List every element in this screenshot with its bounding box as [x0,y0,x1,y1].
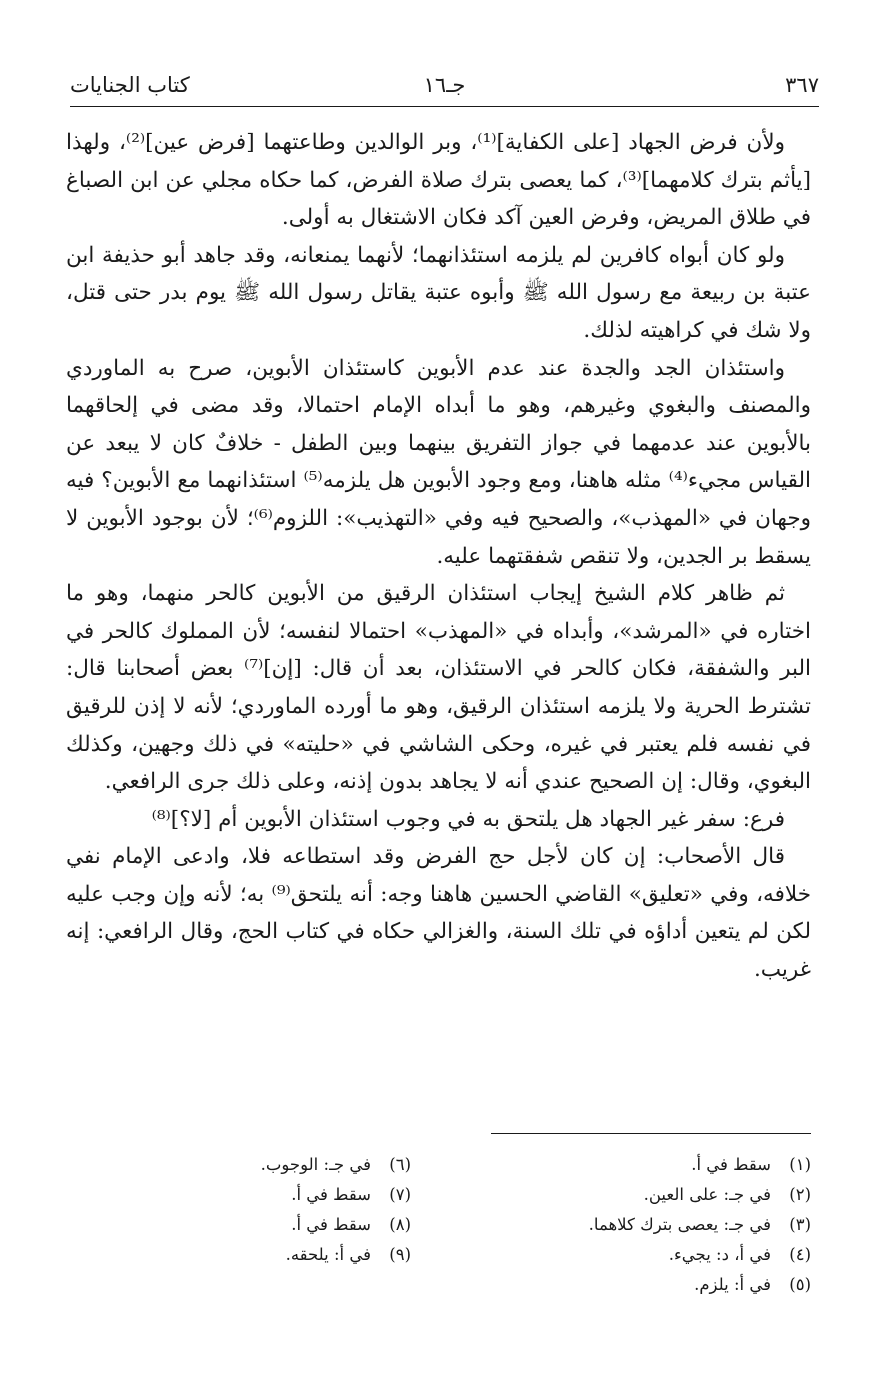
footnote-number: (٧) [389,1185,411,1204]
footnote-number: (٥) [789,1275,811,1294]
footnote-text: في جـ: الوجوب. [260,1155,371,1174]
main-text [66,124,811,989]
footnote-number: (٦) [389,1155,411,1174]
footnote-item [481,1180,811,1210]
footnote-item [81,1150,411,1180]
footnote-text: سقط في أ. [691,1155,771,1174]
page-number: ٣٦٧ [785,73,819,97]
footnote-item [81,1180,411,1210]
footnote-item [481,1150,811,1180]
paragraph: قال الأصحاب: إن كان لأجل حج الفرض وقد استطاعه فلا، وادعى الإمام نفي خلافه، وفي «تعليق» القاضي الحسين هاهنا وجه: أنه يلتحق⁽⁹⁾ به؛ لأنه وإن وجب عليه لكن لم يتعين أداؤه في تلك السنة، والغزالي حكاه في كتاب الحج، وقال الرافعي: إنه غريب. [66,844,811,983]
footnote-number: (١) [789,1155,811,1174]
footnote-divider [491,1133,811,1134]
paragraph: ولو كان أبواه كافرين لم يلزمه استئذانهما؛ لأنهما يمنعانه، وقد جاهد أبو حذيفة ابن عتبة بن ربيعة مع رسول الله ﷺ وأبوه عتبة يقاتل رسول الله ﷺ يوم بدر حتى قتل، ولا شك في كراهيته لذلك. [66,242,811,343]
footnote-item [81,1210,411,1240]
footnote-text: في أ، د: يجيء. [668,1245,771,1264]
footnote-text: سقط في أ. [291,1215,371,1234]
footnotes-column-left [81,1150,411,1270]
footnote-number: (٣) [789,1215,811,1234]
footnote-text: في أ: يلحقه. [285,1245,371,1264]
footnote-item [481,1210,811,1240]
footnote-text: في جـ: يعصى بترك كلاهما. [588,1215,771,1234]
footnote-item [481,1240,811,1270]
running-header [70,70,819,104]
footnotes-column-right [481,1150,811,1300]
footnote-number: (٩) [389,1245,411,1264]
footnote-text: في جـ: على العين. [643,1185,771,1204]
section-heading-far: فرع: سفر غير الجهاد هل يلتحق به في وجوب استئذان الأبوين أم [لا؟]⁽⁸⁾ [151,806,785,832]
footnote-item [81,1240,411,1270]
footnote-text: في أ: يلزم. [694,1275,771,1294]
header-divider [70,106,819,107]
footnote-number: (٨) [389,1215,411,1234]
footnote-text: سقط في أ. [291,1185,371,1204]
book-title: كتاب الجنايات [70,73,190,97]
footnote-item [481,1270,811,1300]
paragraph: ولأن فرض الجهاد [على الكفاية]⁽¹⁾، وبر الوالدين وطاعتهما [فرض عين]⁽²⁾، ولهذا [يأثم بترك كلامهما]⁽³⁾، كما يعصى بترك صلاة الفرض، كما حكاه مجلي عن ابن الصباغ في طلاق المريض، وفرض العين آكد فكان الاشتغال به أولى. [66,130,811,231]
paragraph: واستئذان الجد والجدة عند عدم الأبوين كاستئذان الأبوين، صرح به الماوردي والمصنف والبغوي وغيرهم، وهو ما أبداه الإمام احتمالا، وقد مضى في إلحاقهما بالأبوين عند عدمهما في جواز التفريق بينهما وبين الطفل - خلافٌ كان لا يبعد عن القياس مجيء⁽⁴⁾ مثله هاهنا، ومع وجود الأبوين هل يلزمه⁽⁵⁾ استئذانهما مع الأبوين؟ فيه وجهان في «المهذب»، والصحيح فيه وفي «التهذيب»: اللزوم⁽⁶⁾؛ لأن بوجود الأبوين لا يسقط بر الجدين، ولا تنقص شفقتهما عليه. [66,355,811,569]
paragraph: ثم ظاهر كلام الشيخ إيجاب استئذان الرقيق من الأبوين كالحر منهما، وهو ما اختاره في «المرشد»، وأبداه في «المهذب» احتمالا لنفسه؛ لأن المملوك كالحر في البر والشفقة، فكان كالحر في الاستئذان، بعد أن قال: [إن]⁽⁷⁾ بعض أصحابنا قال: تشترط الحرية ولا يلزمه استئذان الرقيق، وهو ما أورده الماوردي؛ لأنه لا إذن للرقيق في نفسه فلم يعتبر في غيره، وحكى الشاشي في «حليته» في ذلك وجهين، وكذلك البغوي، وقال: إن الصحيح عندي أنه لا يجاهد بدون إذنه، وعلى ذلك جرى الرافعي. [66,581,811,795]
footnote-number: (٢) [789,1185,811,1204]
footnote-number: (٤) [789,1245,811,1264]
volume-label: جـ١٦ [423,73,466,97]
